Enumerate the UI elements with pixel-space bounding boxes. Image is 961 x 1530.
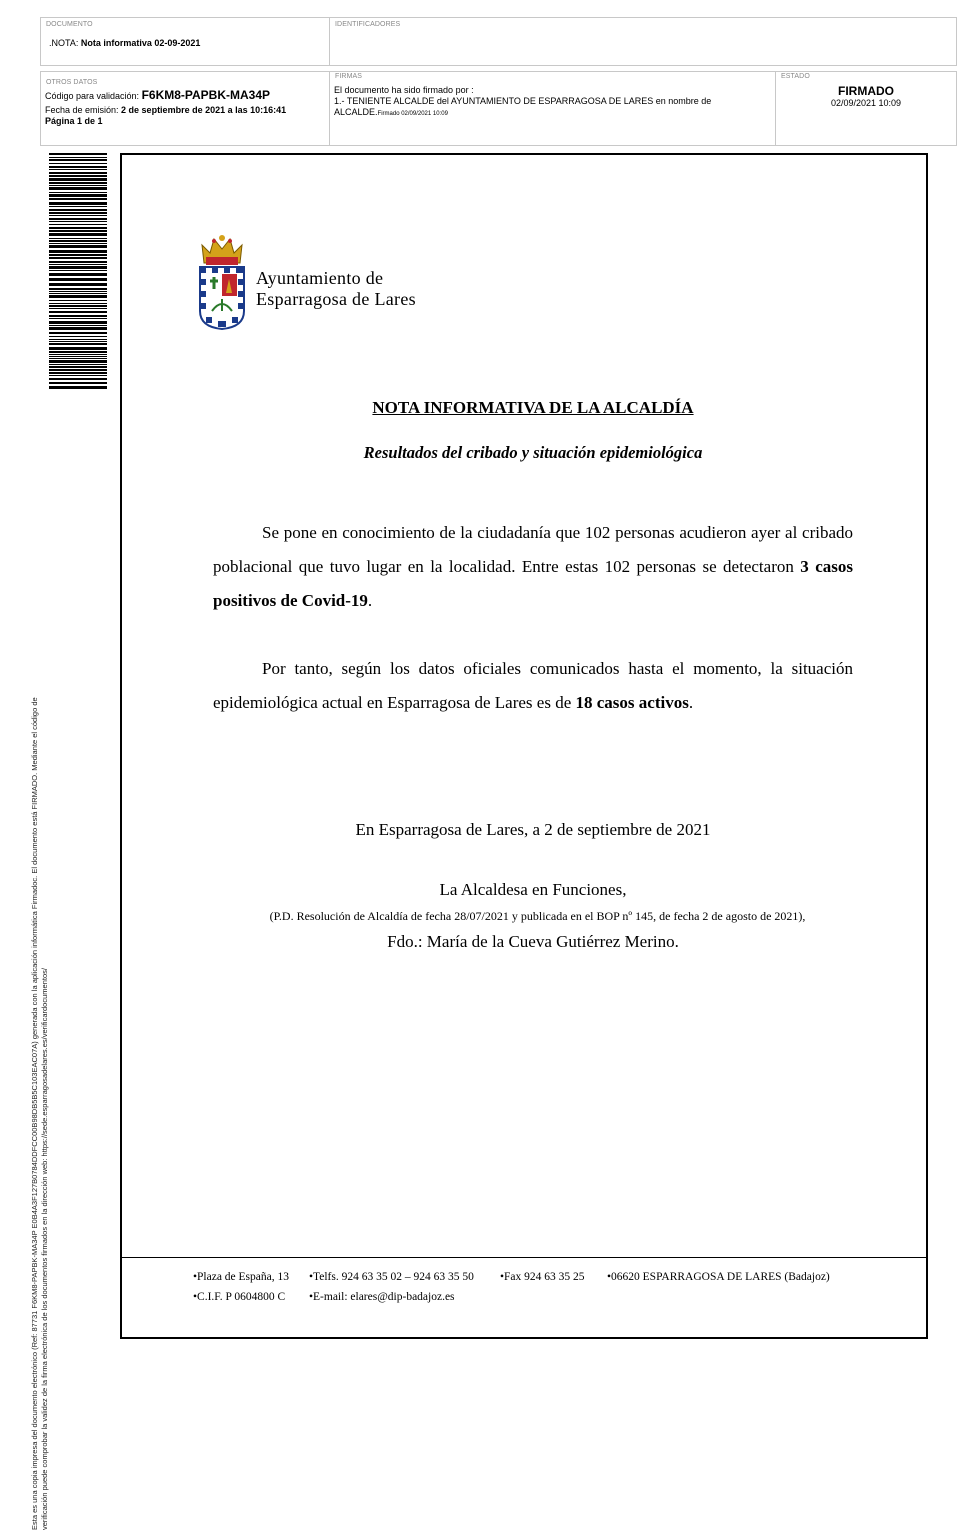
- footer-email: •E-mail: elares@dip-badajoz.es: [309, 1291, 455, 1303]
- page-title: NOTA INFORMATIVA DE LA ALCALDÍA: [372, 398, 694, 417]
- firmas-line2: 1.- TENIENTE ALCALDE del AYUNTAMIENTO DE ESPARRAGOSA DE LARES en nombre de: [334, 96, 712, 106]
- page-subtitle: Resultados del cribado y situación epidemiológica: [363, 443, 703, 462]
- otros-datos-caption: OTROS DATOS: [46, 79, 98, 86]
- documento-cell: [40, 17, 330, 66]
- estado-caption: ESTADO: [781, 73, 810, 80]
- org-name-line2: Esparragosa de Lares: [256, 289, 416, 309]
- footer-postal: •06620 ESPARRAGOSA DE LARES (Badajoz): [607, 1271, 830, 1283]
- org-name-line1: Ayuntamiento de: [256, 268, 384, 288]
- active-cases-highlight: 18 casos activos: [575, 693, 689, 712]
- side-note-line2: verificación puede comprobar la validez de la firma electrónica de los documentos firmados en la dirección web: https://sede.esparragosadelares.es/verificardocumentos/: [40, 968, 49, 1530]
- identificadores-cell: [329, 17, 957, 66]
- coat-of-arms-logo: [196, 233, 248, 331]
- estado-cell: [775, 71, 957, 146]
- page-count: Página 1 de 1: [45, 116, 103, 126]
- firmas-caption: FIRMAS: [335, 73, 363, 80]
- firmas-line3: ALCALDE.Firmado 02/09/2021 10:09: [334, 107, 448, 117]
- footer-phones: •Telfs. 924 63 35 02 – 924 63 35 50: [309, 1271, 474, 1283]
- signature-delegation: (P.D. Resolución de Alcaldía de fecha 28/07/2021 y publicada en el BOP nº 145, de fecha 2 de agosto de 2021),: [269, 909, 806, 923]
- footer-divider: [120, 1257, 928, 1258]
- positives-highlight: 3 casos positivos de Covid-19: [213, 557, 854, 610]
- firmas-cell: [329, 71, 776, 146]
- signature-role: La Alcaldesa en Funciones,: [439, 880, 627, 899]
- firmas-line1: El documento ha sido firmado por :: [334, 85, 474, 95]
- status-badge: FIRMADO: [838, 84, 894, 98]
- document-title: .NOTA: Nota informativa 02-09-2021: [49, 38, 201, 48]
- otros-datos-cell: [40, 71, 330, 146]
- issue-date: Fecha de emisión: 2 de septiembre de 2021 a las 10:16:41: [45, 105, 287, 115]
- side-note-line1: Esta es una copia impresa del documento electrónico (Ref: 87731 F6KM8-PAPBK-MA34P E0B4A3F127B0784DDFCC00B98DB5B5C103EAC07A) generada con la aplicación informática Firmadoc. El documento está FIRMADO. Mediante el código de: [30, 697, 39, 1530]
- validation-code: Código para validación: F6KM8-PAPBK-MA34P: [45, 88, 271, 102]
- identificadores-caption: IDENTIFICADORES: [335, 21, 401, 28]
- verification-side-note: [30, 270, 60, 1530]
- paragraph-1: Se pone en conocimiento de la ciudadanía que 102 personas acudieron ayer al cribado poblacional que tuvo lugar en la localidad. Entre estas 102 personas se detectaron 3 casos positivos de Covid-19.: [213, 523, 854, 610]
- footer-fax: •Fax 924 63 35 25: [500, 1271, 585, 1283]
- footer-cif: •C.I.F. P 0604800 C: [193, 1291, 286, 1303]
- signature-name: Fdo.: María de la Cueva Gutiérrez Merino.: [387, 932, 679, 951]
- status-date: 02/09/2021 10:09: [830, 98, 902, 108]
- documento-caption: DOCUMENTO: [46, 21, 93, 28]
- footer-address: •Plaza de España, 13: [193, 1271, 289, 1283]
- paragraph-2: Por tanto, según los datos oficiales comunicados hasta el momento, la situación epidemiológica actual en Esparragosa de Lares es de 18 casos activos.: [213, 659, 853, 712]
- place-date: En Esparragosa de Lares, a 2 de septiembre de 2021: [355, 820, 711, 839]
